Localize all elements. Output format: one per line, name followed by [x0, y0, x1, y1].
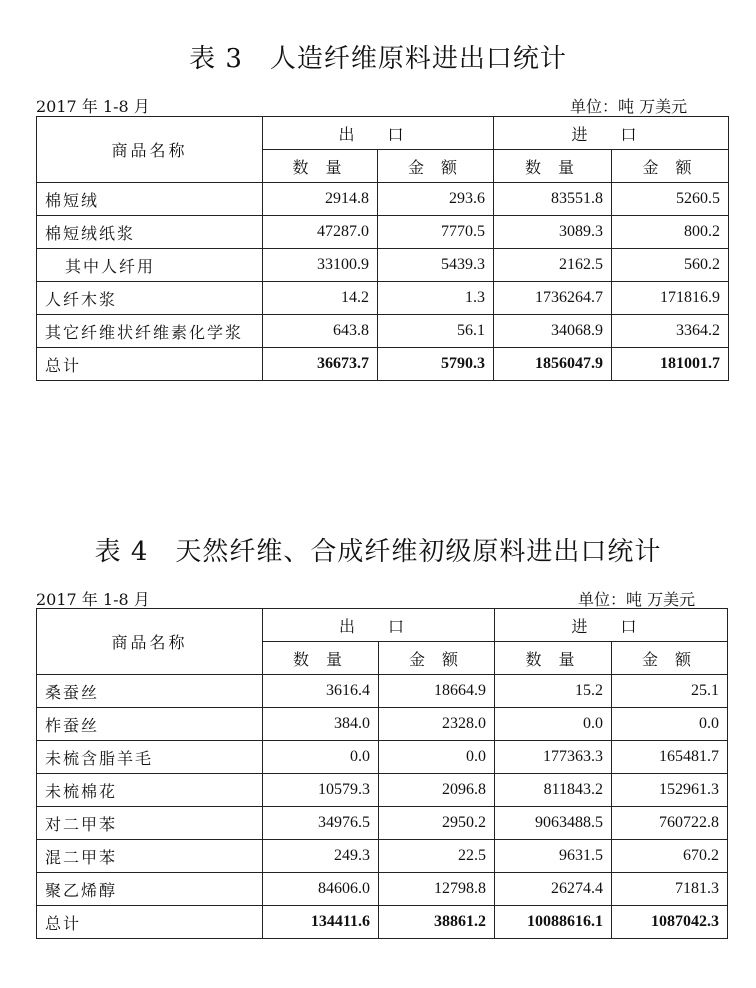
import-amount: 0.0	[612, 708, 728, 741]
import-amount: 800.2	[612, 216, 729, 249]
export-qty: 10579.3	[263, 774, 379, 807]
table4-header-import-amount: 金 额	[612, 642, 728, 675]
table3-header-export: 出 口	[263, 117, 494, 150]
table3-unit: 单位：吨 万美元	[570, 97, 688, 116]
import-amount: 760722.8	[612, 807, 728, 840]
table-row	[37, 675, 728, 708]
import-qty: 1736264.7	[494, 282, 612, 315]
import-amount: 171816.9	[612, 282, 729, 315]
table3-header-name: 商品名称	[37, 117, 263, 183]
export-amount: 18664.9	[379, 675, 495, 708]
import-amount: 7181.3	[612, 873, 728, 906]
table-row	[37, 183, 729, 216]
table-row	[37, 708, 728, 741]
total-export-qty: 36673.7	[263, 348, 378, 381]
export-qty: 84606.0	[263, 873, 379, 906]
total-import-amount: 181001.7	[612, 348, 729, 381]
total-import-qty: 1856047.9	[494, 348, 612, 381]
import-qty: 2162.5	[494, 249, 612, 282]
export-qty: 47287.0	[263, 216, 378, 249]
table-row	[37, 807, 728, 840]
import-qty: 26274.4	[495, 873, 612, 906]
export-qty: 0.0	[263, 741, 379, 774]
import-amount: 152961.3	[612, 774, 728, 807]
export-qty: 249.3	[263, 840, 379, 873]
table4	[36, 608, 728, 939]
table-row	[37, 774, 728, 807]
total-row	[37, 906, 728, 939]
export-amount: 293.6	[378, 183, 494, 216]
export-amount: 2950.2	[379, 807, 495, 840]
table3-header-import-qty: 数 量	[494, 150, 612, 183]
total-import-amount: 1087042.3	[612, 906, 728, 939]
export-qty: 2914.8	[263, 183, 378, 216]
table4-header-export-qty: 数 量	[263, 642, 379, 675]
table-row	[37, 873, 728, 906]
export-qty: 33100.9	[263, 249, 378, 282]
total-export-qty: 134411.6	[263, 906, 379, 939]
import-amount: 3364.2	[612, 315, 729, 348]
export-qty: 34976.5	[263, 807, 379, 840]
import-amount: 5260.5	[612, 183, 729, 216]
table-row	[37, 315, 729, 348]
import-amount: 670.2	[612, 840, 728, 873]
export-amount: 0.0	[379, 741, 495, 774]
export-amount: 12798.8	[379, 873, 495, 906]
import-qty: 9631.5	[495, 840, 612, 873]
table4-header-name: 商品名称	[37, 609, 263, 675]
import-qty: 83551.8	[494, 183, 612, 216]
table4-title: 表 4 天然纤维、合成纤维初级原料进出口统计	[94, 537, 662, 567]
export-qty: 3616.4	[263, 675, 379, 708]
table4-header-import: 进 口	[495, 609, 728, 642]
export-amount: 56.1	[378, 315, 494, 348]
product-name: 聚乙烯醇	[37, 873, 263, 906]
import-amount: 165481.7	[612, 741, 728, 774]
product-name: 人纤木浆	[37, 282, 263, 315]
product-name: 混二甲苯	[37, 840, 263, 873]
product-name: 柞蚕丝	[37, 708, 263, 741]
table4-header-import-qty: 数 量	[495, 642, 612, 675]
export-amount: 1.3	[378, 282, 494, 315]
table4-header-export: 出 口	[263, 609, 495, 642]
table-row	[37, 741, 728, 774]
table3-header-import: 进 口	[494, 117, 729, 150]
product-name: 其中人纤用	[37, 249, 263, 282]
import-qty: 34068.9	[494, 315, 612, 348]
total-export-amount: 38861.2	[379, 906, 495, 939]
product-name: 对二甲苯	[37, 807, 263, 840]
table-row	[37, 216, 729, 249]
product-name: 其它纤维状纤维素化学浆	[37, 315, 263, 348]
export-qty: 384.0	[263, 708, 379, 741]
total-label: 总计	[37, 348, 263, 381]
product-name: 未梳含脂羊毛	[37, 741, 263, 774]
export-amount: 2096.8	[379, 774, 495, 807]
table4-unit: 单位：吨 万美元	[578, 590, 696, 609]
import-qty: 811843.2	[495, 774, 612, 807]
export-amount: 5439.3	[378, 249, 494, 282]
export-qty: 14.2	[263, 282, 378, 315]
import-amount: 560.2	[612, 249, 729, 282]
import-qty: 3089.3	[494, 216, 612, 249]
table3-period: 2017 年 1-8 月	[36, 97, 150, 116]
total-export-amount: 5790.3	[378, 348, 494, 381]
import-qty: 9063488.5	[495, 807, 612, 840]
export-qty: 643.8	[263, 315, 378, 348]
import-amount: 25.1	[612, 675, 728, 708]
product-name: 棉短绒纸浆	[37, 216, 263, 249]
import-qty: 0.0	[495, 708, 612, 741]
export-amount: 2328.0	[379, 708, 495, 741]
total-label: 总计	[37, 906, 263, 939]
table4-header-export-amount: 金 额	[379, 642, 495, 675]
table3-header-export-qty: 数 量	[263, 150, 378, 183]
table3	[36, 116, 729, 381]
product-name: 未梳棉花	[37, 774, 263, 807]
total-row	[37, 348, 729, 381]
product-name: 棉短绒	[37, 183, 263, 216]
total-import-qty: 10088616.1	[495, 906, 612, 939]
table4-period: 2017 年 1-8 月	[36, 590, 150, 609]
product-name: 桑蚕丝	[37, 675, 263, 708]
table3-header-export-amount: 金 额	[378, 150, 494, 183]
table-row	[37, 249, 729, 282]
table3-title: 表 3 人造纤维原料进出口统计	[189, 44, 567, 74]
export-amount: 7770.5	[378, 216, 494, 249]
table-row	[37, 282, 729, 315]
table3-header-import-amount: 金 额	[612, 150, 729, 183]
export-amount: 22.5	[379, 840, 495, 873]
table-row	[37, 840, 728, 873]
import-qty: 177363.3	[495, 741, 612, 774]
import-qty: 15.2	[495, 675, 612, 708]
